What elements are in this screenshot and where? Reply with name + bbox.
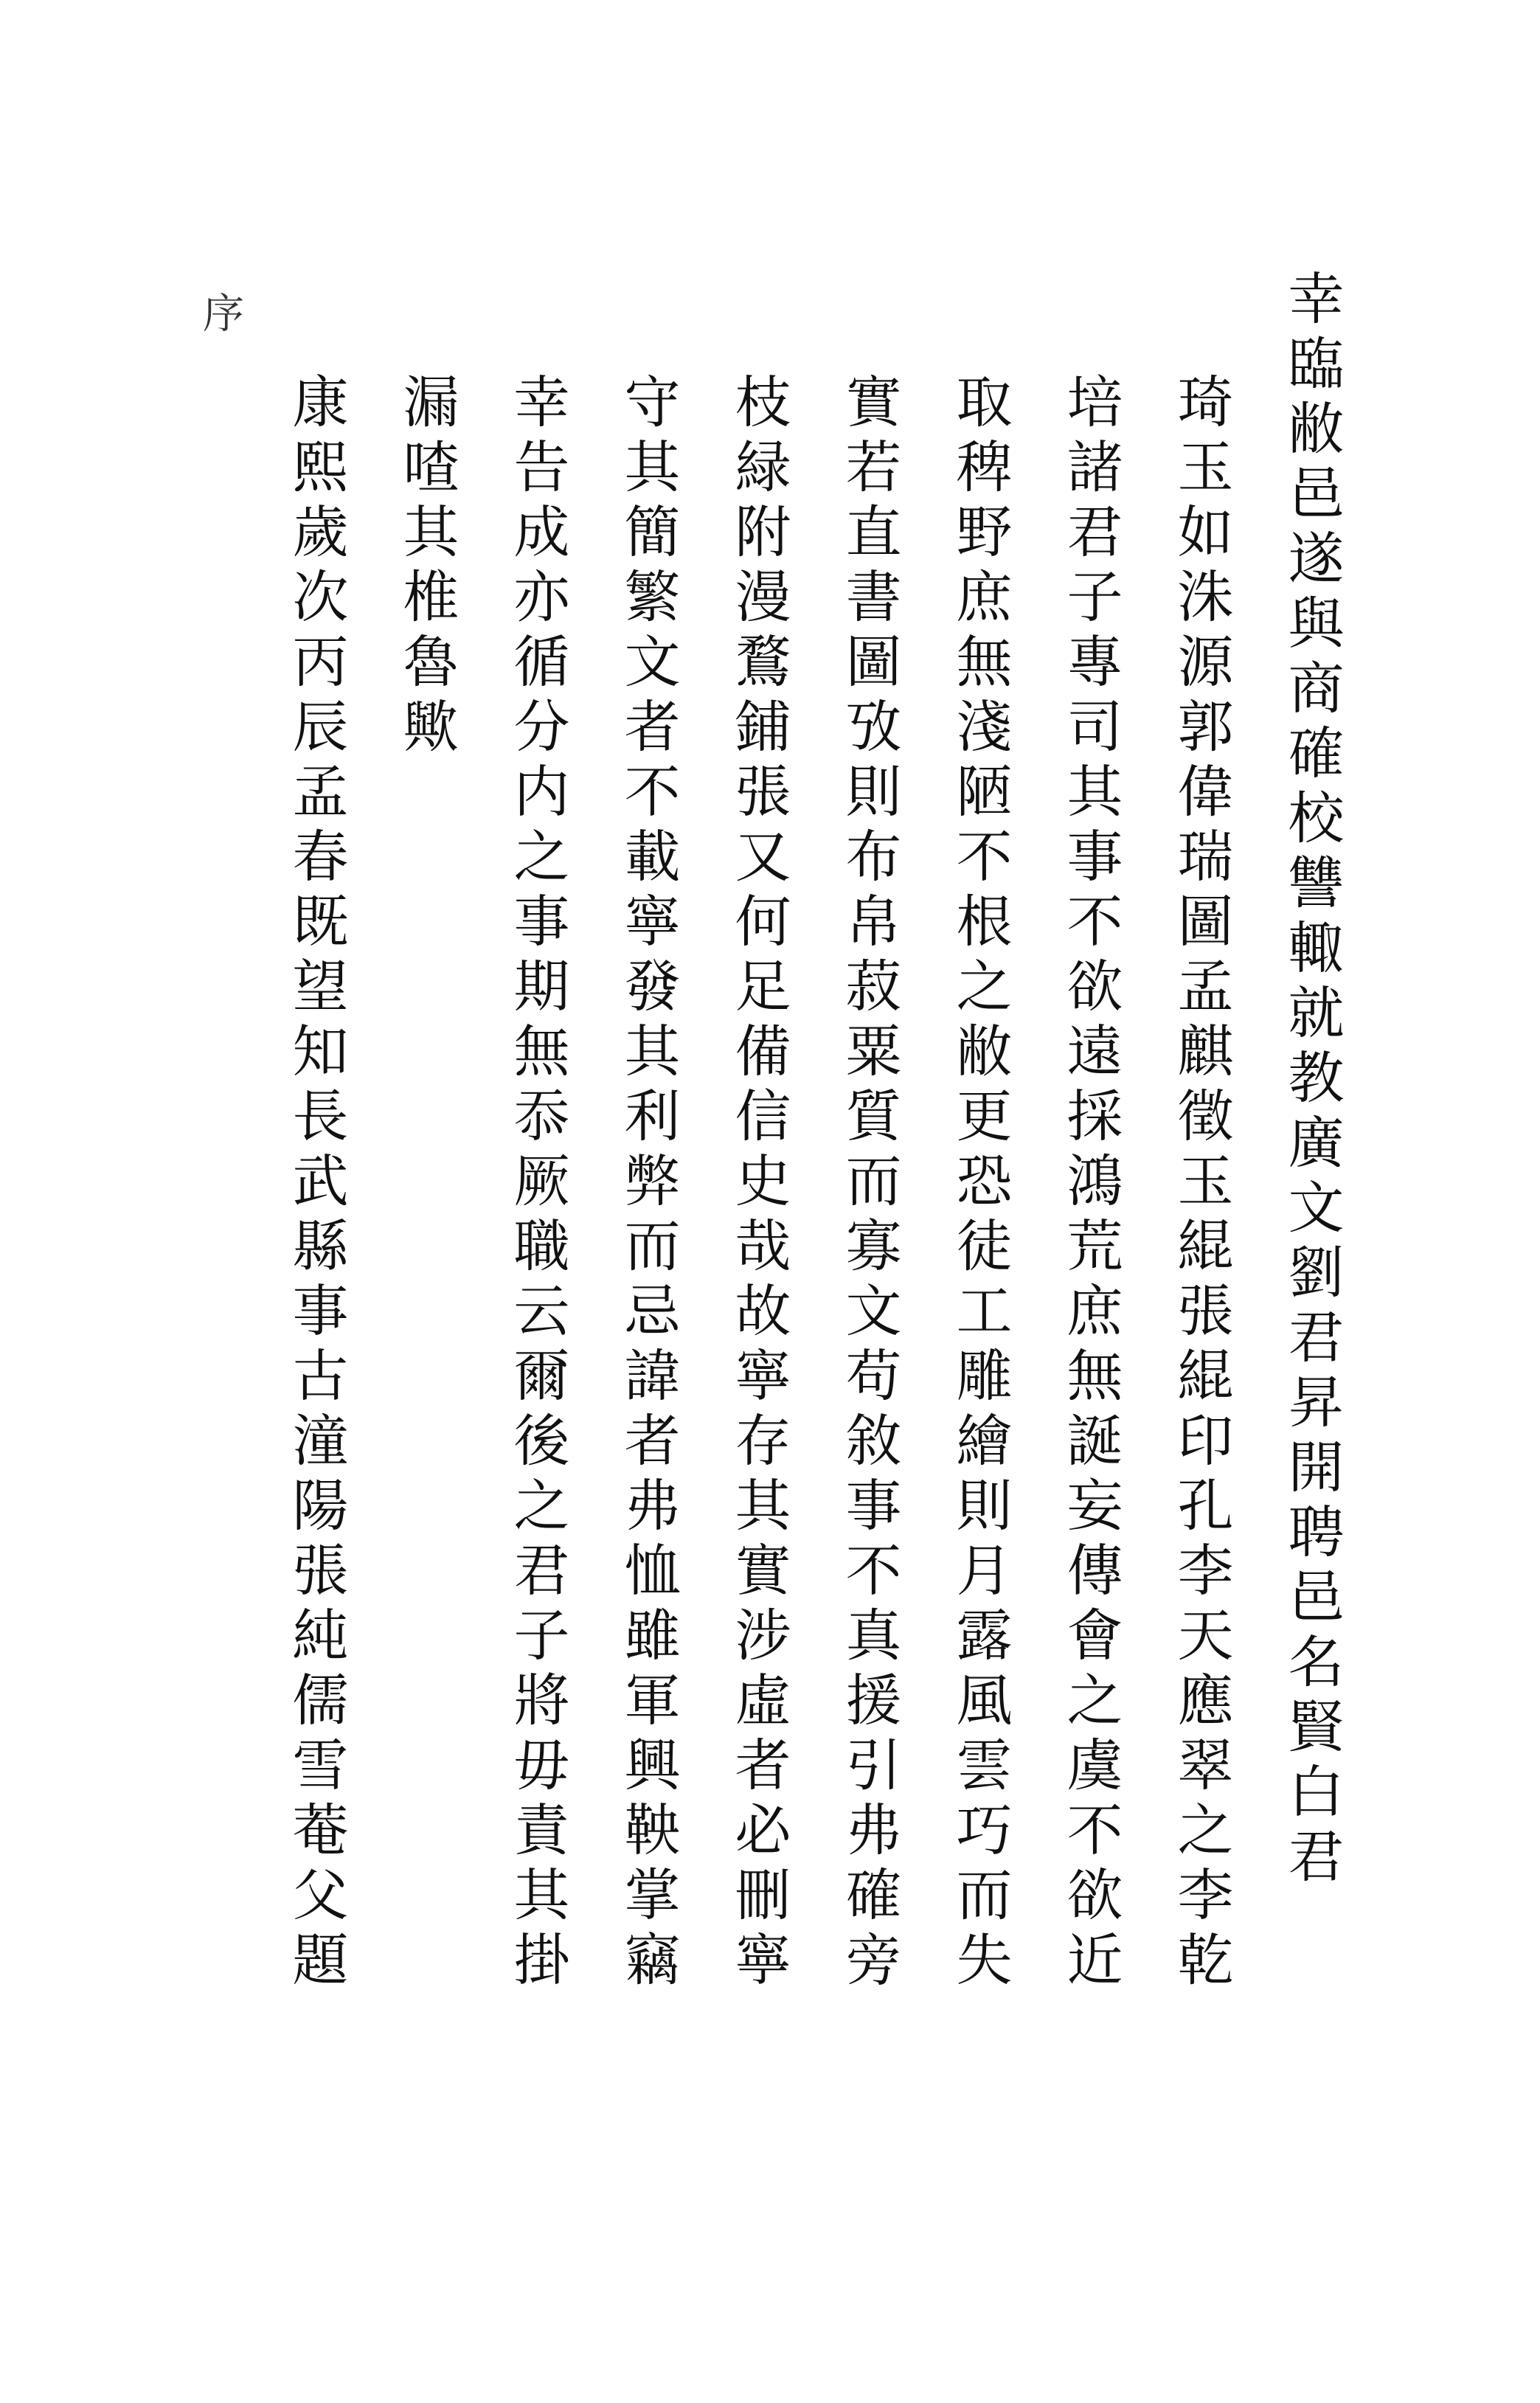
text-column-3: 培諸君子專司其事不欲遠採鴻荒庶無誕妄傳會之虞不欲近 <box>1058 372 1123 1995</box>
text-column-2: 琦玉如洙源郭偉瑞圖孟麒徵玉緄張緄印孔李天應翠之李乾 <box>1168 372 1234 1995</box>
text-column-9: 漏喳其椎魯歟 <box>394 372 459 762</box>
text-column-5: 實若直書圖攷則布帛菽粟質而寡文苟敘事不真援引弗確旁 <box>836 372 902 1995</box>
text-column-1: 幸臨敝邑遂與商確校讐輙就教廣文劉君昇開聘邑名賢白君 <box>1279 269 1345 1892</box>
text-column-4: 取稗野庶無淺陋不根之敝更恐徒工雕繪則月露風雲巧而失 <box>947 372 1013 1995</box>
text-column-7: 守其簡繁文者不載寧發其利弊而忌諱者弗恤雖軍興鞅掌竊 <box>615 372 681 1995</box>
text-column-6: 枝緑附漫鶩鋪張又何足備信史哉故寧存其實涉虛者必刪寧 <box>726 372 791 1995</box>
calligraphy-text-block <box>179 269 1367 2135</box>
text-column-8: 幸告成亦循分内之事期無忝厥職云爾後之君子將毋責其掛 <box>504 372 570 1995</box>
signature-column: 康熙歲次丙辰孟春既望知長武縣事古潼陽張純儒雪菴父題 <box>283 372 349 1995</box>
preface-mark: 序 <box>196 291 244 341</box>
